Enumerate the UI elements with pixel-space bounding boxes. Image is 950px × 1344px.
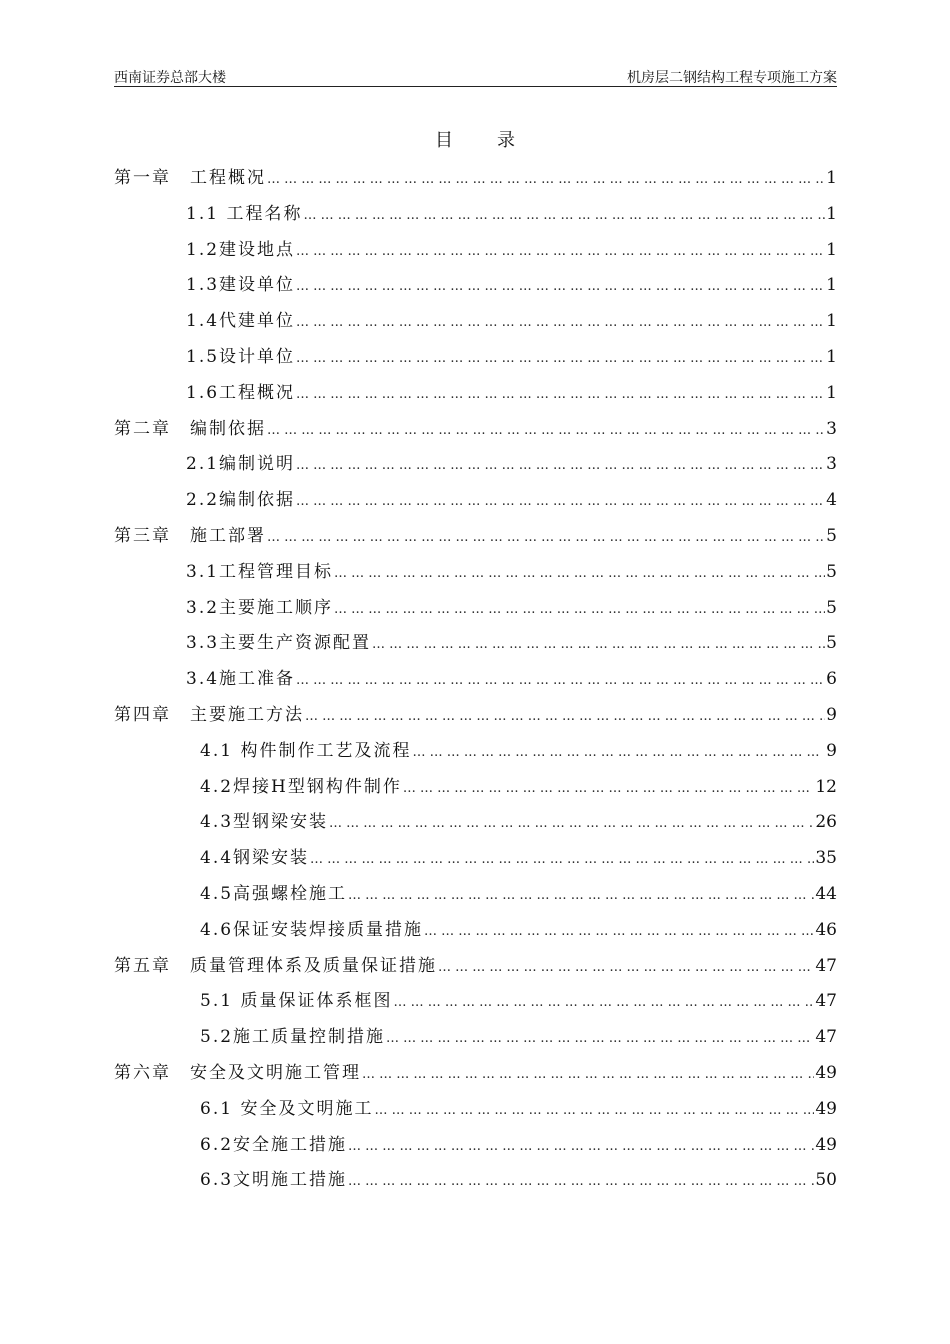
toc-entry-label xyxy=(186,485,295,510)
toc-section-row[interactable] xyxy=(186,485,837,509)
toc-leader-dots xyxy=(329,816,814,831)
toc-entry-label xyxy=(114,414,266,439)
toc-page-number: 9 xyxy=(826,740,837,761)
toc-leader-dots xyxy=(386,1031,814,1046)
toc-entry-title: 6.3文明施工措施 xyxy=(200,1170,348,1191)
toc-page-number: 5 xyxy=(826,597,837,618)
toc-page-number: 1 xyxy=(826,275,837,296)
toc-chapter-number: 第五章 xyxy=(114,955,171,976)
toc-entry-label xyxy=(200,843,309,868)
toc-entry-label xyxy=(186,199,302,224)
toc-page-number: 1 xyxy=(826,168,837,188)
toc-leader-dots xyxy=(296,315,825,330)
toc-entry-title: 1.4代建单位 xyxy=(186,311,296,332)
toc-entry-title: 编制依据 xyxy=(190,418,266,439)
toc-page-number: 6 xyxy=(826,669,837,690)
toc-entry-title: 3.1工程管理目标 xyxy=(186,561,334,582)
toc-entry-label xyxy=(186,593,333,618)
toc-page-number: 1 xyxy=(826,382,837,403)
page-header xyxy=(114,64,837,87)
toc-section-row[interactable] xyxy=(186,378,837,402)
toc-entry-label xyxy=(200,772,402,797)
toc-entry-label xyxy=(114,1058,361,1083)
toc-leader-dots xyxy=(267,423,825,438)
toc-entry-title: 1.5设计单位 xyxy=(186,347,296,367)
toc-page-number: 35 xyxy=(815,848,837,869)
toc-entry-label xyxy=(186,235,295,260)
toc-entry-label xyxy=(200,736,411,761)
toc-leader-dots xyxy=(296,458,825,473)
header-right-text: 机房层二钢结构工程专项施工方案 xyxy=(627,70,837,86)
toc-entry-label xyxy=(186,306,295,331)
toc-page-number: 5 xyxy=(826,633,837,654)
toc-chapter-row[interactable] xyxy=(114,1058,837,1082)
toc-section-row[interactable] xyxy=(200,986,837,1010)
toc-page-number: 4 xyxy=(826,490,837,511)
toc-entry-title: 工程概况 xyxy=(190,168,266,188)
toc-entry-label xyxy=(186,664,295,689)
toc-section-row[interactable] xyxy=(200,1130,837,1154)
toc-section-row[interactable] xyxy=(186,306,837,330)
toc-entry-title: 2.1编制说明 xyxy=(186,454,296,475)
toc-chapter-row[interactable] xyxy=(114,521,837,545)
toc-entry-title: 质量管理体系及质量保证措施 xyxy=(190,955,437,976)
toc-page-number: 49 xyxy=(815,1063,837,1083)
toc-leader-dots xyxy=(374,1103,814,1118)
toc-entry-label xyxy=(200,1022,385,1047)
toc-section-row[interactable] xyxy=(186,557,837,581)
toc-leader-dots xyxy=(310,852,814,867)
toc-page-number: 46 xyxy=(815,919,837,940)
toc-leader-dots xyxy=(296,387,825,402)
toc-entry-title: 5.1 质量保证体系框图 xyxy=(200,991,393,1012)
toc-leader-dots xyxy=(412,745,825,760)
toc-leader-dots xyxy=(362,1067,814,1082)
toc-section-row[interactable] xyxy=(186,235,837,259)
toc-page-number: 1 xyxy=(826,203,837,224)
toc-chapter-number: 第三章 xyxy=(114,526,171,546)
toc-page-number: 49 xyxy=(815,1098,837,1119)
toc-page-number: 5 xyxy=(826,526,837,546)
toc-leader-dots xyxy=(334,566,825,581)
toc-entry-label xyxy=(186,270,295,295)
toc-chapter-number: 第二章 xyxy=(114,418,171,439)
toc-entry-label xyxy=(200,807,328,832)
toc-entry-label xyxy=(186,342,295,367)
toc-entry-title: 4.3型钢梁安装 xyxy=(200,812,329,833)
toc-entry-label xyxy=(114,700,304,725)
toc-leader-dots xyxy=(296,244,825,259)
toc-entry-title: 1.2建设地点 xyxy=(186,239,296,260)
toc-section-row[interactable] xyxy=(200,915,837,939)
toc-entry-title: 3.4施工准备 xyxy=(186,669,296,690)
toc-entry-label xyxy=(200,879,347,904)
toc-page-number: 3 xyxy=(826,418,837,439)
toc-chapter-number: 第六章 xyxy=(114,1063,171,1083)
toc-chapter-row[interactable] xyxy=(114,163,837,187)
toc-leader-dots xyxy=(296,351,825,366)
toc-chapter-row[interactable] xyxy=(114,951,837,975)
toc-section-row[interactable] xyxy=(200,879,837,903)
toc-entry-label xyxy=(200,1165,347,1190)
toc-section-row[interactable] xyxy=(186,449,837,473)
toc-leader-dots xyxy=(348,888,814,903)
toc-entry-title: 1.3建设单位 xyxy=(186,275,296,296)
toc-leader-dots xyxy=(296,494,825,509)
toc-page-number: 44 xyxy=(815,884,837,904)
toc-section-row[interactable] xyxy=(186,664,837,688)
toc-section-row[interactable] xyxy=(200,843,837,867)
toc-entry-label xyxy=(200,915,423,940)
toc-leader-dots xyxy=(403,781,814,796)
toc-leader-dots xyxy=(438,960,814,975)
toc-page-number: 47 xyxy=(815,1027,837,1048)
toc-title: 目录 xyxy=(435,130,559,151)
toc-section-row[interactable] xyxy=(186,628,837,652)
toc-leader-dots xyxy=(348,1139,814,1154)
toc-section-row[interactable] xyxy=(200,772,837,796)
toc-leader-dots xyxy=(424,924,814,939)
toc-chapter-row[interactable] xyxy=(114,414,837,438)
toc-entry-label xyxy=(186,628,371,653)
toc-entry-title: 4.1 构件制作工艺及流程 xyxy=(200,740,412,761)
toc-section-row[interactable] xyxy=(200,1094,837,1118)
toc-page-number: 9 xyxy=(826,705,837,725)
toc-leader-dots xyxy=(296,673,825,688)
toc-entry-title: 3.2主要施工顺序 xyxy=(186,597,334,618)
header-left-text: 西南证券总部大楼 xyxy=(114,70,226,86)
toc-entry-title: 主要施工方法 xyxy=(190,705,304,725)
toc-section-row[interactable] xyxy=(186,270,837,294)
toc-section-row[interactable] xyxy=(200,807,837,831)
toc-entry-title: 安全及文明施工管理 xyxy=(190,1063,361,1083)
toc-leader-dots xyxy=(372,637,825,652)
toc-section-row[interactable] xyxy=(200,1022,837,1046)
toc-page-number: 12 xyxy=(815,776,837,797)
toc-entry-label xyxy=(114,521,266,546)
toc-leader-dots xyxy=(305,709,825,724)
toc-section-row[interactable] xyxy=(186,342,837,366)
toc-entry-label xyxy=(114,951,437,976)
toc-entry-title: 6.1 安全及文明施工 xyxy=(200,1098,374,1119)
toc-entry-title: 4.2焊接H型钢构件制作 xyxy=(200,776,402,797)
toc-leader-dots xyxy=(267,172,825,187)
toc-entry-title: 4.6保证安装焊接质量措施 xyxy=(200,919,424,940)
toc-page-number: 1 xyxy=(826,239,837,260)
toc-leader-dots xyxy=(334,602,825,617)
toc-section-row[interactable] xyxy=(186,199,837,223)
toc-page-number: 49 xyxy=(815,1134,837,1155)
toc-leader-dots xyxy=(267,530,825,545)
toc-leader-dots xyxy=(303,208,825,223)
toc-entry-title: 6.2安全施工措施 xyxy=(200,1134,348,1155)
toc-entry-title: 5.2施工质量控制措施 xyxy=(200,1027,386,1048)
toc-page-number: 50 xyxy=(815,1170,837,1191)
toc-entry-label xyxy=(200,1130,347,1155)
toc-page-number: 26 xyxy=(815,812,837,833)
toc-entry-label xyxy=(186,449,295,474)
toc-chapter-number: 第四章 xyxy=(114,705,171,725)
toc-entry-title: 3.3主要生产资源配置 xyxy=(186,633,372,654)
toc-entry-title: 2.2编制依据 xyxy=(186,490,296,511)
toc-entry-label xyxy=(186,557,333,582)
toc-chapter-row[interactable] xyxy=(114,700,837,724)
toc-page-number: 1 xyxy=(826,311,837,332)
toc-chapter-number: 第一章 xyxy=(114,168,171,188)
toc-leader-dots xyxy=(393,995,814,1010)
toc-section-row[interactable] xyxy=(200,736,837,760)
toc-entry-title: 4.4钢梁安装 xyxy=(200,848,310,869)
toc-page-number: 47 xyxy=(815,991,837,1012)
toc-leader-dots xyxy=(296,279,825,294)
toc-page-number: 1 xyxy=(826,347,837,367)
toc-entry-title: 1.1 工程名称 xyxy=(186,203,303,224)
toc-entry-title: 施工部署 xyxy=(190,526,266,546)
toc-entry-label xyxy=(186,378,295,403)
toc-entry-label xyxy=(200,1094,373,1119)
toc-entry-label xyxy=(200,986,392,1011)
toc-entry-label xyxy=(114,163,266,188)
toc-leader-dots xyxy=(348,1174,814,1189)
toc-page-number: 5 xyxy=(826,561,837,582)
toc-section-row[interactable] xyxy=(200,1165,837,1189)
toc-section-row[interactable] xyxy=(186,593,837,617)
toc-page-number: 3 xyxy=(826,454,837,475)
toc-page-number: 47 xyxy=(815,955,837,976)
toc-entry-title: 4.5高强螺栓施工 xyxy=(200,884,348,904)
toc-entry-title: 1.6工程概况 xyxy=(186,382,296,403)
